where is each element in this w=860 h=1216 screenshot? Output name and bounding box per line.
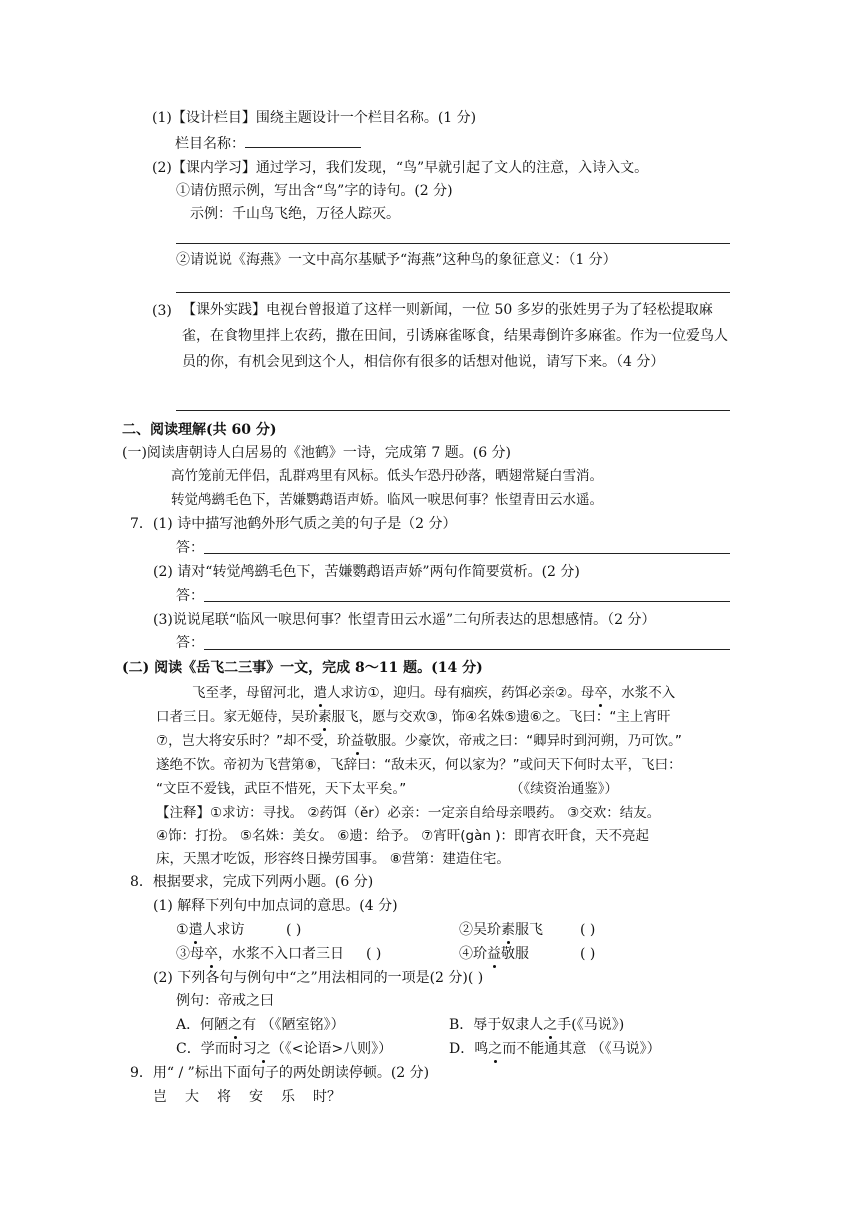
passage-line-1: 飞至孝，母留河北，遣人求访①，迎归。母有痼疾，药饵必亲②。母卒，水浆不入 xyxy=(192,685,676,701)
q7-3-answer-label: 答： xyxy=(176,635,204,651)
passage-line-3: ⑦，岂大将安乐时？”却不受，玠益敬服。少豪饮，帝戒之曰：“卿异时到河朔，乃可饮。” xyxy=(156,733,682,749)
q3-number: (3) xyxy=(152,303,172,319)
section2-heading: 二、阅读理解(共 60 分) xyxy=(122,422,277,438)
q8-item-4: ④玠益敬服 xyxy=(459,946,529,962)
passage-line-2: 口者三日。家无姬侍，吴玠素服飞，愿与交欢③，饰④名姝⑤遗⑥之。飞曰：“主上宵旰 xyxy=(156,709,671,725)
q8-item-2-blank[interactable]: ( ) xyxy=(580,922,596,938)
q1-prompt: (1)【设计栏目】围绕主题设计一个栏目名称。(1 分) xyxy=(152,110,477,126)
q2-prompt: (2)【课内学习】通过学习，我们发现，“鸟”早就引起了文人的注意，入诗入文。 xyxy=(152,160,649,176)
q2-answer-line-2[interactable] xyxy=(176,292,730,293)
q8-prompt: 8．根据要求，完成下列两小题。(6 分) xyxy=(130,874,374,890)
q8-item-1: ①遣人求访 xyxy=(176,922,245,938)
passage-line-4: 遂绝不饮。帝初为飞营第⑧，飞辞曰：“敌未灭，何以家为？”或问天下何时太平，飞曰： xyxy=(156,757,682,773)
part1-intro: (一)阅读唐朝诗人白居易的《池鹤》一诗，完成第 7 题。(6 分) xyxy=(122,445,512,461)
part2-intro: (二) 阅读《岳飞二三事》一文，完成 8～11 题。(14 分) xyxy=(122,660,483,676)
notes-line-2: ④饰：打扮。 ⑤名姝：美女。 ⑥遗：给予。 ⑦宵旰(gàn )：即宵衣旰食，天不亮起 xyxy=(156,828,650,844)
q1-answer-row xyxy=(175,133,361,154)
q8-item-3: ③母卒，水浆不入口者三日 xyxy=(176,946,344,962)
q8-sub2: (2) 下列各句与例句中“之”用法相同的一项是(2 分)( ) xyxy=(153,970,484,986)
q3-text: 【课外实践】电视台曾报道了这样一则新闻，一位 50 多岁的张姓男子为了轻松提取麻雀，在食物里拌上农药，撒在田间，引诱麻雀啄食，结果毒倒许多麻雀。作为一位爱鸟人员的你，有机会见到这个人，相信你有很多的话想对他说，请写下来。（4 分） xyxy=(182,302,728,370)
q9-sentence[interactable]: 岂 大 将 安 乐 时？ xyxy=(153,1089,341,1105)
q7-3: (3)说说尾联“临风一唳思何事？怅望青田云水遥”二句所表达的思想感情。（2 分） xyxy=(153,612,656,628)
q8-option-a[interactable]: A．何陋之有 （《陋室铭》） xyxy=(176,1017,345,1033)
q2-sub2: ②请说说《海燕》一文中高尔基赋予“海燕”这种鸟的象征意义：（1 分） xyxy=(176,252,617,268)
q7-2-answer-line[interactable] xyxy=(204,601,730,602)
q8-example: 例句：帝戒之曰 xyxy=(176,993,274,1009)
poem-line-1: 高竹笼前无伴侣，乱群鸡里有风标。低头乍恐丹砂落，晒翅常疑白雪消。 xyxy=(171,468,603,484)
q8-item-3-blank[interactable]: ( ) xyxy=(366,946,382,962)
notes-line-1: 【注释】①求访：寻找。 ②药饵（ěr）必亲：一定亲自给母亲喂药。 ③交欢：结友。 xyxy=(156,805,661,821)
q8-option-c[interactable]: C．学而时习之（《<论语>八则》） xyxy=(176,1041,393,1057)
q7-2: (2) 请对“转觉鸬鹚毛色下，苦嫌鹦鹉语声娇”两句作简要赏析。(2 分) xyxy=(153,564,580,580)
q7-2-answer-label: 答： xyxy=(176,588,204,604)
q1-answer-label: 栏目名称： xyxy=(175,136,245,152)
q8-sub1: (1) 解释下列句中加点词的意思。(4 分) xyxy=(153,898,398,914)
q9-prompt: 9．用“ / ”标出下面句子的两处朗读停顿。(2 分) xyxy=(130,1065,430,1081)
q8-option-b[interactable]: B．辱于奴隶人之手(《马说》) xyxy=(449,1017,625,1033)
passage-source: （《续资治通鉴》） xyxy=(510,781,618,797)
q7-1-answer-line[interactable] xyxy=(204,553,730,554)
q7-1: 7．(1) 诗中描写池鹤外形气质之美的句子是（2 分） xyxy=(130,516,457,532)
q8-item-1-blank[interactable]: ( ) xyxy=(286,922,302,938)
q7-1-answer-label: 答： xyxy=(176,540,204,556)
q2-example: 示例：千山鸟飞绝，万径人踪灭。 xyxy=(190,206,400,222)
q8-option-d[interactable]: D．鸣之而不能通其意 （《马说》） xyxy=(449,1041,661,1057)
q1-answer-blank[interactable] xyxy=(245,133,361,148)
poem-line-2: 转觉鸬鹚毛色下，苦嫌鹦鹉语声娇。临风一唳思何事？怅望青田云水遥。 xyxy=(171,492,603,508)
q2-sub1: ①请仿照示例，写出含“鸟”字的诗句。(2 分) xyxy=(176,183,453,199)
notes-line-3: 床，天黑才吃饭，形容终日操劳国事。 ⑧营第：建造住宅。 xyxy=(156,851,510,867)
passage-line-5: “文臣不爱钱，武臣不惜死，天下太平矣。” xyxy=(156,781,407,797)
q8-item-2: ②吴玠素服飞 xyxy=(459,922,543,938)
q7-3-answer-line[interactable] xyxy=(204,649,730,650)
q8-item-4-blank[interactable]: ( ) xyxy=(580,946,596,962)
q2-answer-line-1[interactable] xyxy=(176,243,730,244)
q3-answer-line[interactable] xyxy=(176,410,730,411)
